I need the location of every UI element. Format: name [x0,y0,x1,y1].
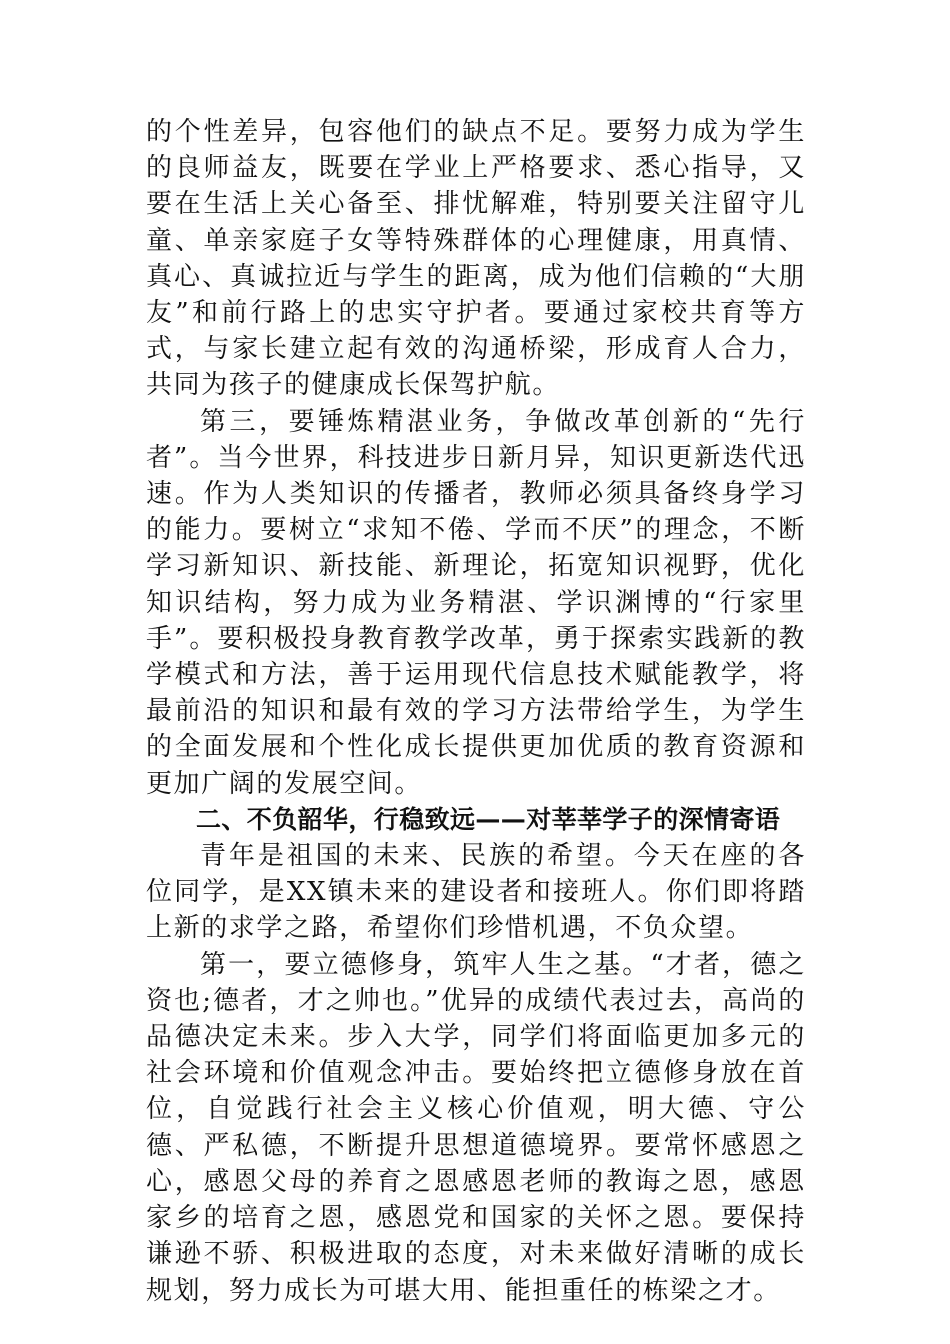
paragraph-third-point: 第三，要锤炼精湛业务，争做改革创新的“先行者”。当今世界，科技进步日新月异，知识更新迭代迅速。作为人类知识的传播者，教师必须具备终身学习的能力。要树立“求知不倦、学而不厌”的理念，不断学习新知识、新技能、新理论，拓宽知识视野，优化知识结构，努力成为业务精湛、学识渊博的“行家里手”。要积极投身教育教学改革，勇于探索实践新的教学模式和方法，善于运用现代信息技术赋能教学，将最前沿的知识和最有效的学习方法带给学生，为学生的全面发展和个性化成长提供更加优质的教育资源和更加广阔的发展空间。 [146,406,807,799]
paragraph-first-point: 第一，要立德修身，筑牢人生之基。“才者，德之资也;德者，才之帅也。”优异的成绩代表过去，高尚的品德决定未来。步入大学，同学们将面临更加多元的社会环境和价值观念冲击。要始终把立德修身放在首位，自觉践行社会主义核心价值观，明大德、守公德、严私德，不断提升思想道德境界。要常怀感恩之心，感恩父母的养育之恩感恩老师的教诲之恩，感恩家乡的培育之恩，感恩党和国家的关怀之恩。要保持谦逊不骄、积极进取的态度，对未来做好清晰的成长规划，努力成长为可堪大用、能担重任的栋梁之才。 [146,949,806,1306]
paragraph-youth-intro: 青年是祖国的未来、民族的希望。今天在座的各位同学，是XX镇未来的建设者和接班人。你们即将踏上新的求学之路，希望你们珍惜机遇，不负众望。 [146,841,806,944]
section-heading: 二、不负韶华，行稳致远——对莘莘学子的深情寄语 [196,804,781,834]
paragraph-continued: 的个性差异，包容他们的缺点不足。要努力成为学生的良师益友，既要在学业上严格要求、悉心指导，又要在生活上关心备至、排忧解难，特别要关注留守儿童、单亲家庭子女等特殊群体的心理健康，用真情、真心、真诚拉近与学生的距离，成为他们信赖的“大朋友”和前行路上的忠实守护者。要通过家校共育等方式，与家长建立起有效的沟通桥梁，形成育人合力，共同为孩子的健康成长保驾护航。 [146,117,806,401]
document-body [146,114,806,1309]
